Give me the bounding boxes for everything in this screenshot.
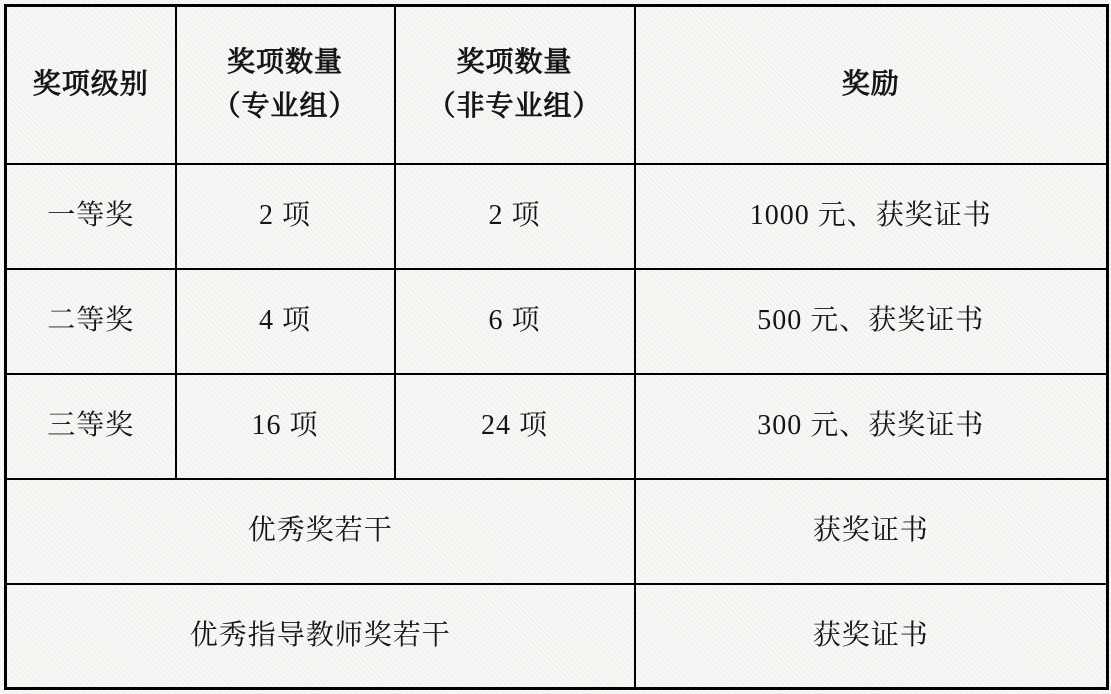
cell-count-pro: 16 项 xyxy=(176,374,395,479)
cell-reward: 1000 元、获奖证书 xyxy=(635,164,1108,269)
table-row-excellence-prize xyxy=(6,479,1108,584)
header-cell-award-level xyxy=(6,6,176,164)
header-cell-count-nonpro xyxy=(395,6,635,164)
cell-count-nonpro: 6 项 xyxy=(395,269,635,374)
header-award-level-label: 奖项级别 xyxy=(32,69,149,101)
cell-span-label: 优秀奖若干 xyxy=(6,479,635,584)
cell-count-nonpro: 2 项 xyxy=(395,164,635,269)
table-row-second-prize xyxy=(6,269,1108,374)
cell-count-nonpro: 24 项 xyxy=(395,374,635,479)
table-row-first-prize xyxy=(6,164,1108,269)
cell-award-level: 一等奖 xyxy=(6,164,176,269)
header-count-nonpro-line1: 奖项数量 xyxy=(456,47,573,79)
header-count-pro-line2: （专业组） xyxy=(212,90,358,122)
cell-count-pro: 2 项 xyxy=(176,164,395,269)
table-row-third-prize xyxy=(6,374,1108,479)
cell-reward: 获奖证书 xyxy=(635,584,1108,689)
awards-table xyxy=(4,4,1109,690)
cell-count-pro: 4 项 xyxy=(176,269,395,374)
cell-span-label: 优秀指导教师奖若干 xyxy=(6,584,635,689)
header-count-pro-line1: 奖项数量 xyxy=(226,47,343,79)
cell-award-level: 二等奖 xyxy=(6,269,176,374)
header-cell-reward xyxy=(635,6,1108,164)
header-reward-label: 奖励 xyxy=(841,69,900,101)
cell-reward: 500 元、获奖证书 xyxy=(635,269,1108,374)
table-row-advisor-prize xyxy=(6,584,1108,689)
header-cell-count-pro xyxy=(176,6,395,164)
cell-award-level: 三等奖 xyxy=(6,374,176,479)
cell-reward: 获奖证书 xyxy=(635,479,1108,584)
header-count-nonpro-line2: （非专业组） xyxy=(427,90,602,122)
cell-reward: 300 元、获奖证书 xyxy=(635,374,1108,479)
table-header-row xyxy=(6,6,1108,164)
